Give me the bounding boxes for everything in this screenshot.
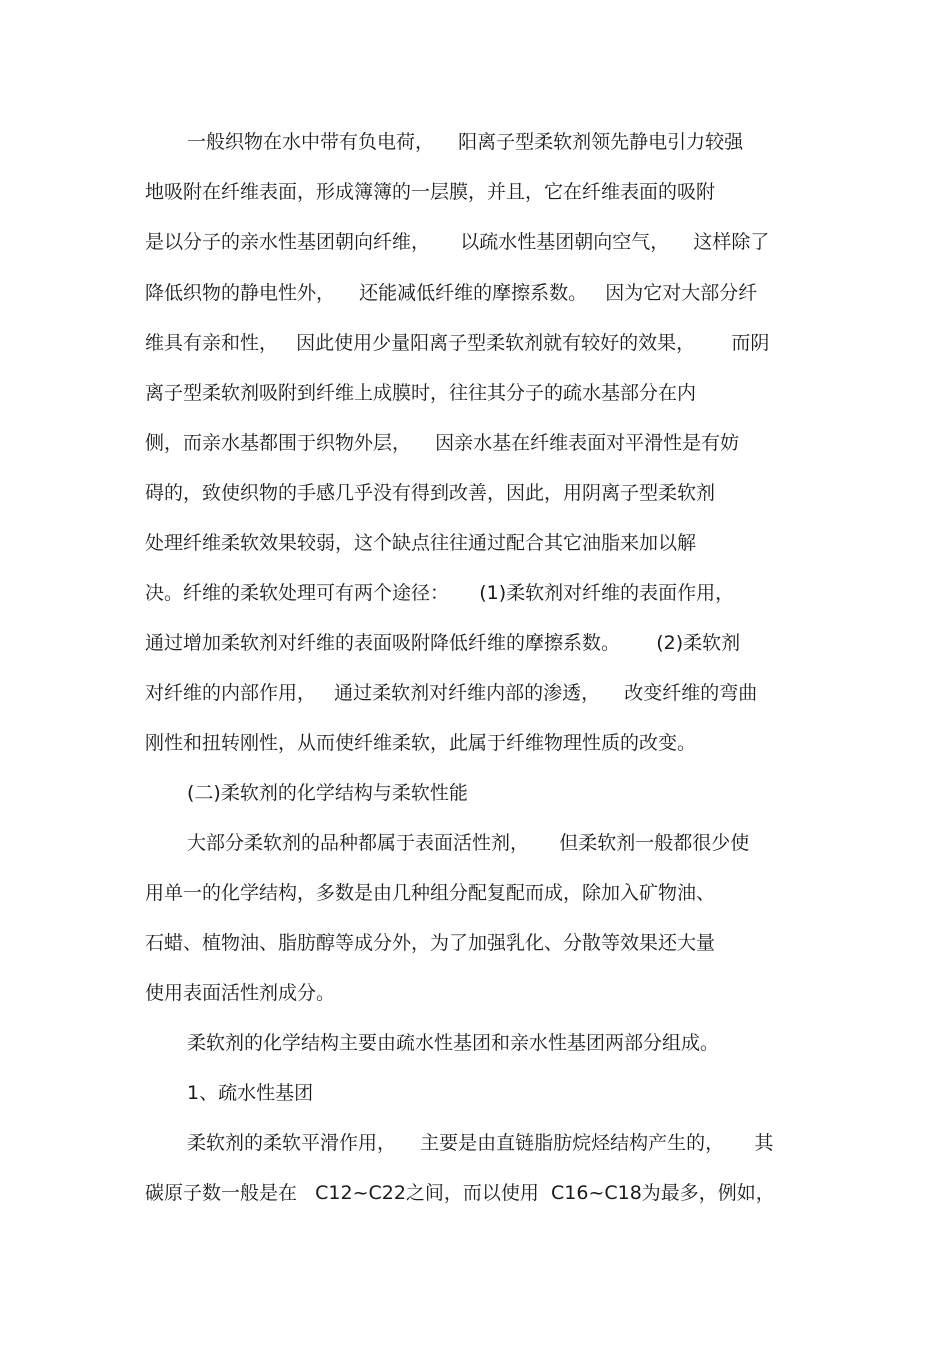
text-line: 侧，而亲水基都围于织物外层， 因亲水基在纤维表面对平滑性是有妨 (145, 432, 740, 454)
text-line: 地吸附在纤维表面，形成簿簿的一层膜，并且，它在纤维表面的吸附 (145, 181, 716, 203)
text-line: 用单一的化学结构，多数是由几种组分配复配而成，除加入矿物油、 (145, 882, 716, 904)
text-line: 维具有亲和性， 因此使用少量阳离子型柔软剂就有较好的效果， 而阴 (145, 332, 770, 354)
text-line: 决。纤维的柔软处理可有两个途径： (1)柔软剂对纤维的表面作用， (145, 582, 735, 604)
text-line: 通过增加柔软剂对纤维的表面吸附降低纤维的摩擦系数。 (2)柔软剂 (145, 632, 741, 654)
text-line: 降低织物的静电性外， 还能减低纤维的摩擦系数。 因为它对大部分纤 (145, 282, 758, 304)
text-line: 对纤维的内部作用， 通过柔软剂对纤维内部的渗透， 改变纤维的弯曲 (145, 682, 758, 704)
subsection-heading: 1、疏水性基团 (187, 1082, 314, 1104)
text-line: 离子型柔软剂吸附到纤维上成膜时，往往其分子的疏水基部分在内 (145, 382, 697, 404)
text-line: 碳原子数一般是在 C12~C22之间，而以使用 C16~C18为最多，例如， (145, 1182, 775, 1204)
text-line: 使用表面活性剂成分。 (145, 982, 336, 1004)
text-line: 碍的，致使织物的手感几乎没有得到改善，因此，用阴离子型柔软剂 (145, 482, 716, 504)
text-line: 石蜡、植物油、脂肪醇等成分外，为了加强乳化、分散等效果还大量 (145, 932, 716, 954)
text-line: 一般织物在水中带有负电荷， 阳离子型柔软剂领先静电引力较强 (187, 131, 744, 153)
text-line: 处理纤维柔软效果较弱，这个缺点往往通过配合其它油脂来加以解 (145, 532, 697, 554)
text-line: 柔软剂的化学结构主要由疏水性基团和亲水性基团两部分组成。 (187, 1032, 720, 1054)
text-line: 大部分柔软剂的品种都属于表面活性剂， 但柔软剂一般都很少使 (187, 832, 750, 854)
text-line: 柔软剂的柔软平滑作用， 主要是由直链脂肪烷烃结构产生的， 其 (187, 1132, 774, 1154)
text-line: 是以分子的亲水性基团朝向纤维， 以疏水性基团朝向空气， 这样除了 (145, 231, 770, 253)
text-line: 刚性和扭转刚性，从而使纤维柔软，此属于纤维物理性质的改变。 (145, 732, 697, 754)
section-heading: (二)柔软剂的化学结构与柔软性能 (187, 782, 468, 804)
